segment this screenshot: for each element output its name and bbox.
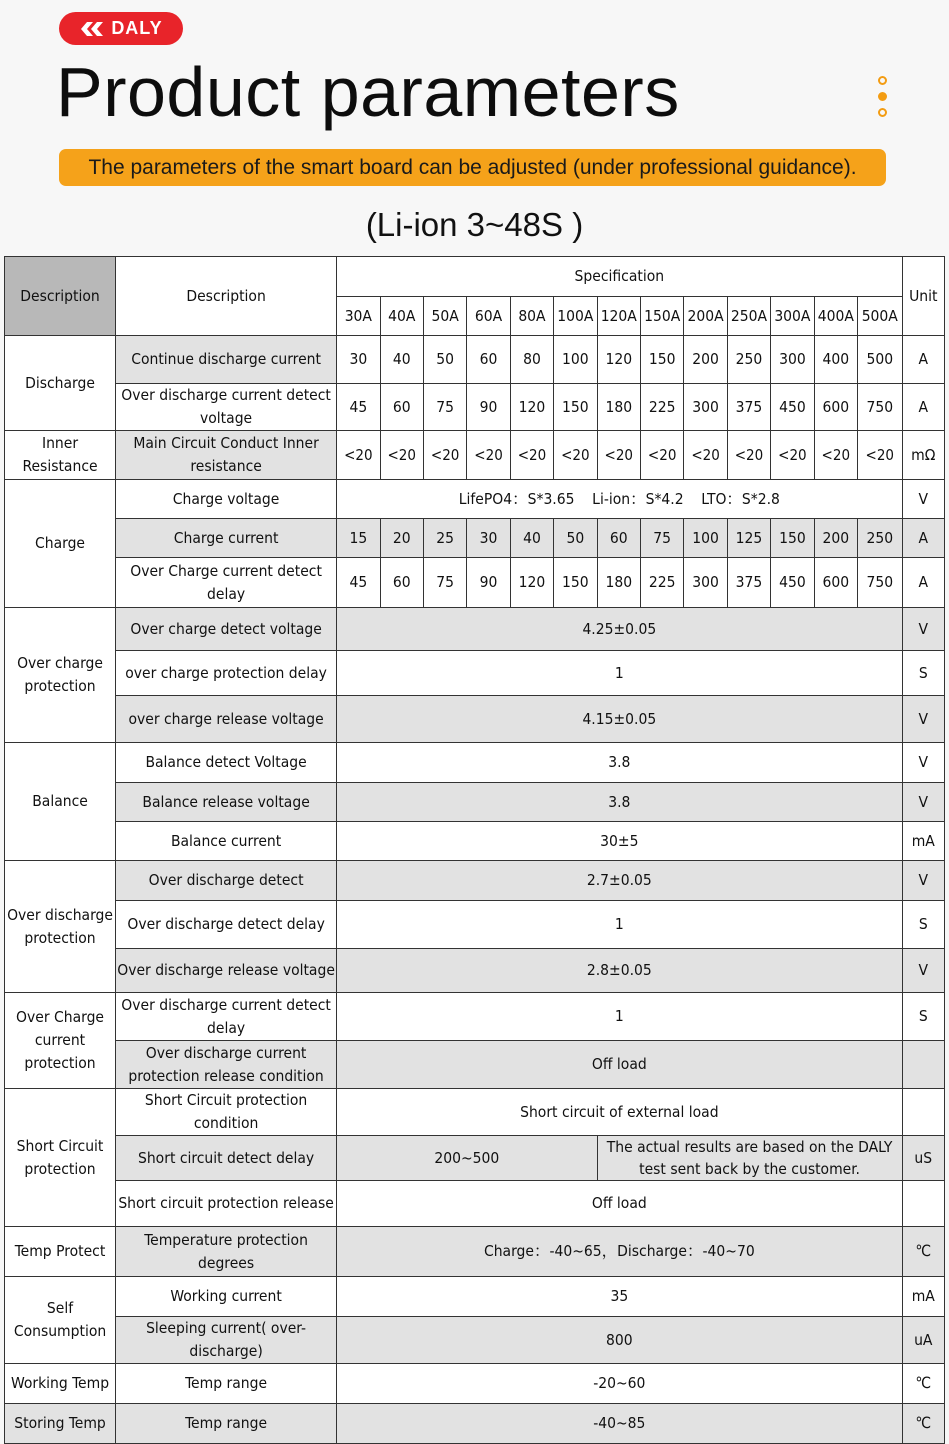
param-label: over charge protection delay: [116, 651, 337, 696]
param-label: Charge voltage: [116, 480, 337, 519]
param-label: Over charge detect voltage: [116, 608, 337, 651]
category-self-consumption: Self Consumption: [5, 1277, 116, 1364]
unit-cell: ℃: [902, 1404, 944, 1444]
value-cell: 250: [858, 519, 903, 558]
unit-cell: A: [902, 384, 944, 431]
value-cell: 4.15±0.05: [337, 696, 902, 743]
value-cell: LifePO4：S*3.65 Li-ion：S*4.2 LTO：S*2.8: [337, 480, 902, 519]
short-circuit-note: The actual results are based on the DALY test sent back by the customer.: [597, 1136, 902, 1181]
value-cell: 400: [814, 336, 857, 384]
value-cell: <20: [727, 431, 770, 480]
header-current: 50A: [423, 297, 466, 336]
value-cell: 500: [858, 336, 903, 384]
value-cell: 375: [727, 384, 770, 431]
value-cell: 225: [640, 384, 683, 431]
value-cell: 225: [640, 558, 683, 608]
param-label: Short circuit detect delay: [116, 1136, 337, 1181]
unit-cell: V: [902, 608, 944, 651]
unit-cell: [902, 1089, 944, 1136]
category-charge: Charge: [5, 480, 116, 608]
value-cell: 180: [597, 558, 640, 608]
header-description: Description: [116, 257, 337, 336]
value-cell: <20: [684, 431, 727, 480]
category-working-temp: Working Temp: [5, 1364, 116, 1404]
unit-cell: V: [902, 949, 944, 993]
param-label: Over discharge current detect voltage: [116, 384, 337, 431]
param-label: Working current: [116, 1277, 337, 1317]
param-label: Over discharge release voltage: [116, 949, 337, 993]
value-cell: 60: [380, 558, 423, 608]
header-category: Description: [5, 257, 116, 336]
value-cell: 4.25±0.05: [337, 608, 902, 651]
value-cell: 375: [727, 558, 770, 608]
value-cell: 75: [423, 558, 466, 608]
value-cell: 80: [510, 336, 553, 384]
value-cell: Charge：-40~65，Discharge：-40~70: [337, 1227, 902, 1277]
param-label: over charge release voltage: [116, 696, 337, 743]
value-cell: 200~500: [337, 1136, 597, 1181]
value-cell: 3.8: [337, 783, 902, 822]
unit-cell: ℃: [902, 1227, 944, 1277]
value-cell: 40: [510, 519, 553, 558]
value-cell: 2.7±0.05: [337, 861, 902, 901]
value-cell: 200: [684, 336, 727, 384]
value-cell: 800: [337, 1317, 902, 1364]
category-storing-temp: Storing Temp: [5, 1404, 116, 1444]
value-cell: 750: [858, 384, 903, 431]
param-label: Temp range: [116, 1404, 337, 1444]
value-cell: 30: [467, 519, 510, 558]
logo-text: DALY: [111, 18, 163, 38]
value-cell: 750: [858, 558, 903, 608]
unit-cell: uS: [902, 1136, 944, 1181]
daly-logo-icon: [79, 20, 105, 38]
param-label: Balance release voltage: [116, 783, 337, 822]
value-cell: 60: [467, 336, 510, 384]
value-cell: 1: [337, 993, 902, 1041]
value-cell: 30±5: [337, 822, 902, 861]
header-current: 40A: [380, 297, 423, 336]
category-balance: Balance: [5, 743, 116, 861]
value-cell: <20: [858, 431, 903, 480]
adjustable-notice-banner: The parameters of the smart board can be adjusted (under professional guidance).: [59, 149, 886, 186]
value-cell: <20: [337, 431, 380, 480]
param-label: Over discharge current protection release condition: [116, 1041, 337, 1089]
value-cell: <20: [423, 431, 466, 480]
unit-cell: [902, 1041, 944, 1089]
value-cell: <20: [510, 431, 553, 480]
unit-cell: S: [902, 993, 944, 1041]
value-cell: 120: [510, 558, 553, 608]
unit-cell: A: [902, 519, 944, 558]
unit-cell: A: [902, 336, 944, 384]
value-cell: 450: [771, 558, 814, 608]
value-cell: 20: [380, 519, 423, 558]
value-cell: 300: [684, 558, 727, 608]
category-over-current: Over Charge current protection: [5, 993, 116, 1089]
value-cell: 50: [554, 519, 597, 558]
unit-cell: S: [902, 901, 944, 949]
value-cell: 90: [467, 384, 510, 431]
value-cell: 150: [771, 519, 814, 558]
value-cell: 150: [554, 384, 597, 431]
value-cell: 450: [771, 384, 814, 431]
value-cell: 35: [337, 1277, 902, 1317]
header-current: 30A: [337, 297, 380, 336]
value-cell: 100: [554, 336, 597, 384]
value-cell: 150: [554, 558, 597, 608]
value-cell: 3.8: [337, 743, 902, 783]
value-cell: 60: [597, 519, 640, 558]
unit-cell: V: [902, 743, 944, 783]
page-indicator-dots: [878, 76, 892, 124]
unit-cell: S: [902, 651, 944, 696]
value-cell: 1: [337, 901, 902, 949]
value-cell: 15: [337, 519, 380, 558]
value-cell: 300: [771, 336, 814, 384]
param-label: Over Charge current detect delay: [116, 558, 337, 608]
value-cell: <20: [467, 431, 510, 480]
header-current: 100A: [554, 297, 597, 336]
value-cell: 150: [640, 336, 683, 384]
header-current: 60A: [467, 297, 510, 336]
value-cell: <20: [771, 431, 814, 480]
value-cell: 300: [684, 384, 727, 431]
param-label: Balance detect Voltage: [116, 743, 337, 783]
unit-cell: V: [902, 783, 944, 822]
value-cell: 75: [640, 519, 683, 558]
page-title: Product parameters: [56, 53, 680, 131]
param-label: Short Circuit protection condition: [116, 1089, 337, 1136]
param-label: Sleeping current( over-discharge): [116, 1317, 337, 1364]
unit-cell: A: [902, 558, 944, 608]
indicator-dot-active: [878, 92, 887, 101]
header-current: 120A: [597, 297, 640, 336]
value-cell: -40~85: [337, 1404, 902, 1444]
value-cell: <20: [814, 431, 857, 480]
value-cell: 200: [814, 519, 857, 558]
value-cell: <20: [597, 431, 640, 480]
header-current: 500A: [858, 297, 903, 336]
param-label: Temp range: [116, 1364, 337, 1404]
value-cell: Off load: [337, 1041, 902, 1089]
header-current: 150A: [640, 297, 683, 336]
param-label: Short circuit protection release: [116, 1181, 337, 1227]
value-cell: 100: [684, 519, 727, 558]
unit-cell: mΩ: [902, 431, 944, 480]
param-label: Continue discharge current: [116, 336, 337, 384]
header-current: 200A: [684, 297, 727, 336]
unit-cell: ℃: [902, 1364, 944, 1404]
param-label: Main Circuit Conduct Inner resistance: [116, 431, 337, 480]
value-cell: <20: [380, 431, 423, 480]
header-current: 400A: [814, 297, 857, 336]
param-label: Over discharge detect: [116, 861, 337, 901]
value-cell: 45: [337, 558, 380, 608]
param-label: Charge current: [116, 519, 337, 558]
unit-cell: V: [902, 696, 944, 743]
unit-cell: [902, 1181, 944, 1227]
header-current: 300A: [771, 297, 814, 336]
value-cell: <20: [554, 431, 597, 480]
value-cell: Off load: [337, 1181, 902, 1227]
unit-cell: V: [902, 861, 944, 901]
value-cell: 30: [337, 336, 380, 384]
value-cell: 60: [380, 384, 423, 431]
value-cell: 75: [423, 384, 466, 431]
indicator-dot: [878, 76, 887, 85]
category-over-discharge: Over discharge protection: [5, 861, 116, 993]
daly-logo: [59, 12, 183, 45]
category-over-charge: Over charge protection: [5, 608, 116, 743]
value-cell: 600: [814, 558, 857, 608]
value-cell: 90: [467, 558, 510, 608]
unit-cell: mA: [902, 822, 944, 861]
value-cell: 1: [337, 651, 902, 696]
value-cell: 250: [727, 336, 770, 384]
param-label: Over discharge detect delay: [116, 901, 337, 949]
unit-cell: uA: [902, 1317, 944, 1364]
header-current: 250A: [727, 297, 770, 336]
value-cell: 40: [380, 336, 423, 384]
value-cell: 50: [423, 336, 466, 384]
param-label: Over discharge current detect delay: [116, 993, 337, 1041]
category-temp-protect: Temp Protect: [5, 1227, 116, 1277]
param-label: Temperature protection degrees: [116, 1227, 337, 1277]
value-cell: 120: [510, 384, 553, 431]
header-unit: Unit: [902, 257, 944, 336]
category-discharge: Discharge: [5, 336, 116, 431]
unit-cell: V: [902, 480, 944, 519]
value-cell: 125: [727, 519, 770, 558]
category-short-circuit: Short Circuit protection: [5, 1089, 116, 1227]
indicator-dot: [878, 108, 887, 117]
value-cell: 2.8±0.05: [337, 949, 902, 993]
unit-cell: mA: [902, 1277, 944, 1317]
value-cell: 180: [597, 384, 640, 431]
param-label: Balance current: [116, 822, 337, 861]
value-cell: -20~60: [337, 1364, 902, 1404]
category-inner-resistance: Inner Resistance: [5, 431, 116, 480]
value-cell: 600: [814, 384, 857, 431]
parameter-table: [4, 256, 945, 1444]
battery-type-subtitle: (Li-ion 3~48S ): [365, 206, 584, 243]
value-cell: 120: [597, 336, 640, 384]
value-cell: <20: [640, 431, 683, 480]
value-cell: 25: [423, 519, 466, 558]
header-specification: Specification: [337, 257, 902, 297]
value-cell: Short circuit of external load: [337, 1089, 902, 1136]
header-current: 80A: [510, 297, 553, 336]
value-cell: 45: [337, 384, 380, 431]
